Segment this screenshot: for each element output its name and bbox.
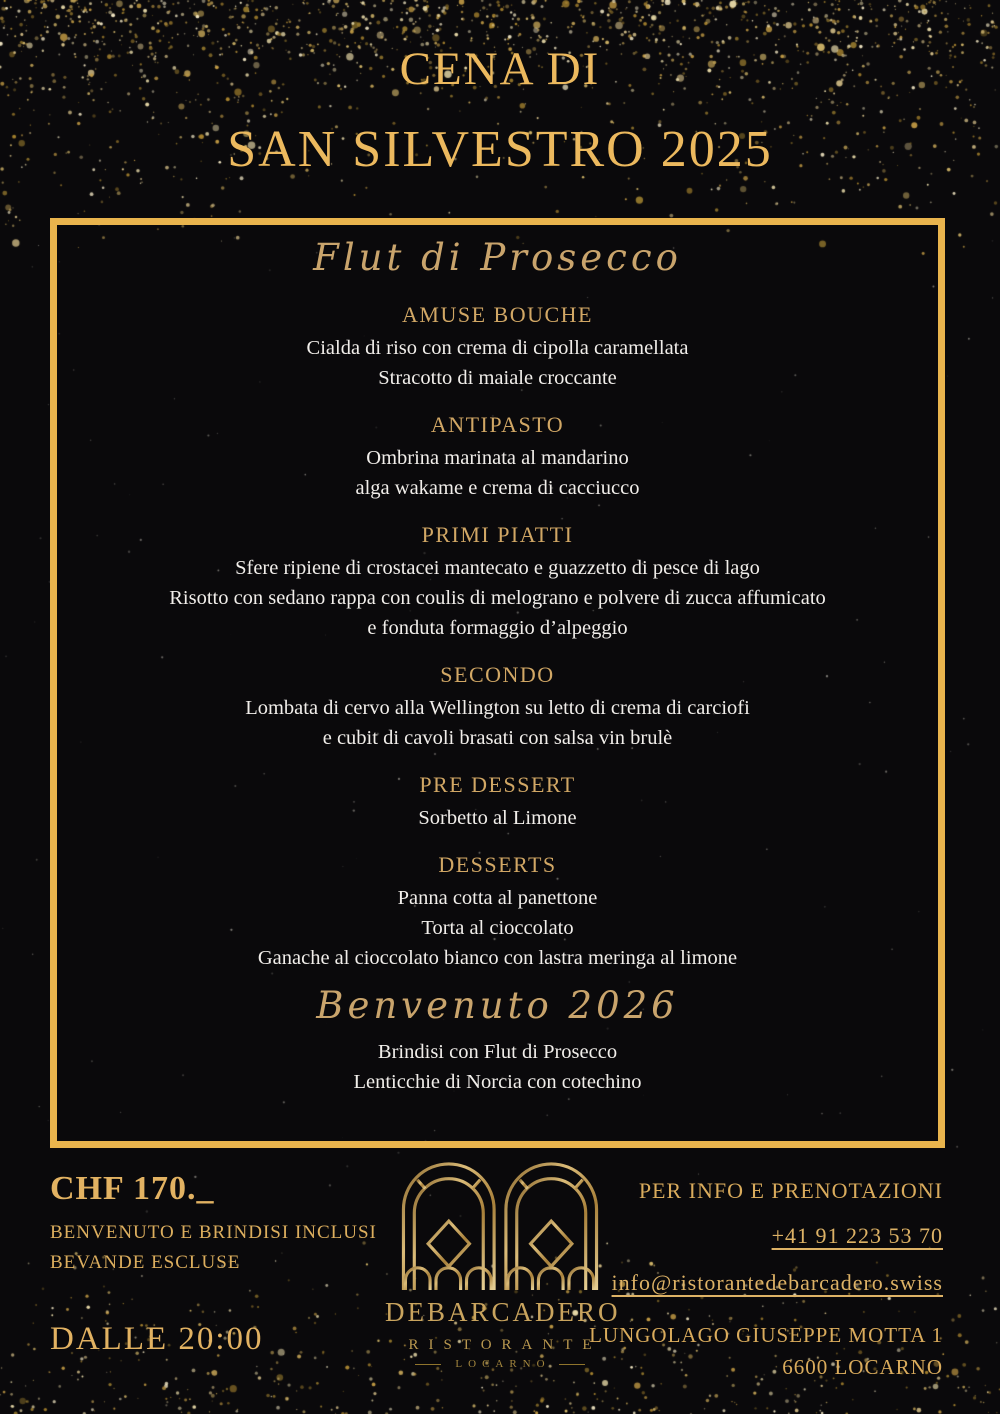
logo-restaurant-name: DEBARCADERO — [385, 1297, 621, 1327]
menu-frame — [50, 218, 945, 1148]
menu-item: Panna cotta al panettone — [397, 887, 598, 909]
included-note: BENVENUTO E BRINDISI INCLUSI — [50, 1222, 377, 1243]
poster-title — [0, 34, 1000, 188]
logo-restaurant-type: RISTORANTE — [408, 1337, 602, 1353]
menu-section-antipasto — [57, 413, 938, 503]
welcome-heading: Benvenuto 2026 — [316, 984, 679, 1027]
section-heading: SECONDO — [440, 662, 555, 687]
logo-dash-right — [559, 1364, 585, 1365]
menu-item: Cialda di riso con crema di cipolla caramellata — [306, 337, 689, 359]
logo-city: LOCARNO — [455, 1358, 551, 1370]
menu-item: Risotto con sedano rappa con coulis di melograno e polvere di zucca affumicato — [169, 587, 826, 609]
menu-item: Ombrina marinata al mandarino — [366, 447, 629, 469]
menu-item: e fonduta formaggio d’alpeggio — [367, 617, 628, 639]
section-heading: PRIMI PIATTI — [421, 522, 574, 547]
title-line-2: SAN SILVESTRO 2025 — [227, 121, 773, 178]
section-heading: ANTIPASTO — [430, 412, 565, 437]
phone-link[interactable]: +41 91 223 53 70 — [771, 1223, 943, 1248]
arched-windows-logo-icon — [399, 1158, 601, 1290]
contact-heading: PER INFO E PRENOTAZIONI — [638, 1178, 943, 1203]
menu-item: Sfere ripiene di crostacei mantecato e guazzetto di pesce di lago — [235, 557, 760, 579]
menu-item: Stracotto di maiale croccante — [378, 367, 617, 389]
menu-item: Torta al cioccolato — [421, 917, 574, 939]
menu-section-desserts — [57, 853, 938, 973]
menu-item: alga wakame e crema di cacciucco — [355, 477, 640, 499]
menu-section-welcome-2026 — [57, 981, 938, 1097]
logo-dash-left — [415, 1364, 441, 1365]
logo-city-row — [385, 1358, 615, 1370]
contact-block — [589, 1178, 943, 1380]
section-heading: AMUSE BOUCHE — [402, 302, 593, 327]
excluded-note: BEVANDE ESCLUSE — [50, 1252, 241, 1273]
menu-item: Ganache al cioccolato bianco con lastra meringa al limone — [257, 947, 738, 969]
price: CHF 170._ — [50, 1170, 215, 1207]
menu-section-amuse-bouche — [57, 303, 938, 393]
start-time: DALLE 20:00 — [50, 1321, 264, 1357]
restaurant-logo — [385, 1158, 621, 1370]
price-and-time-block — [50, 1170, 377, 1358]
menu-item: Lombata di cervo alla Wellington su letto di crema di carciofi — [245, 697, 750, 719]
email-link[interactable]: info@ristorantedebarcadero.swiss — [611, 1270, 943, 1295]
menu-item: Brindisi con Flut di Prosecco — [377, 1041, 618, 1063]
footer — [0, 1148, 1000, 1414]
aperitif-heading: Flut di Prosecco — [313, 236, 682, 279]
title-line-1: CENA DI — [399, 43, 601, 95]
menu-item: Lenticchie di Norcia con cotechino — [353, 1071, 642, 1093]
menu-item: Sorbetto al Limone — [418, 807, 577, 829]
menu-section-secondo — [57, 663, 938, 753]
menu-section-pre-dessert — [57, 773, 938, 833]
section-heading: PRE DESSERT — [419, 772, 576, 797]
menu-section-primi-piatti — [57, 523, 938, 643]
address-line: LUNGOLAGO GIUSEPPE MOTTA 1 — [589, 1323, 943, 1347]
section-heading: DESSERTS — [438, 852, 557, 877]
menu-item: e cubit di cavoli brasati con salsa vin brulè — [322, 727, 673, 749]
address-city: 6600 LOCARNO — [782, 1355, 943, 1379]
